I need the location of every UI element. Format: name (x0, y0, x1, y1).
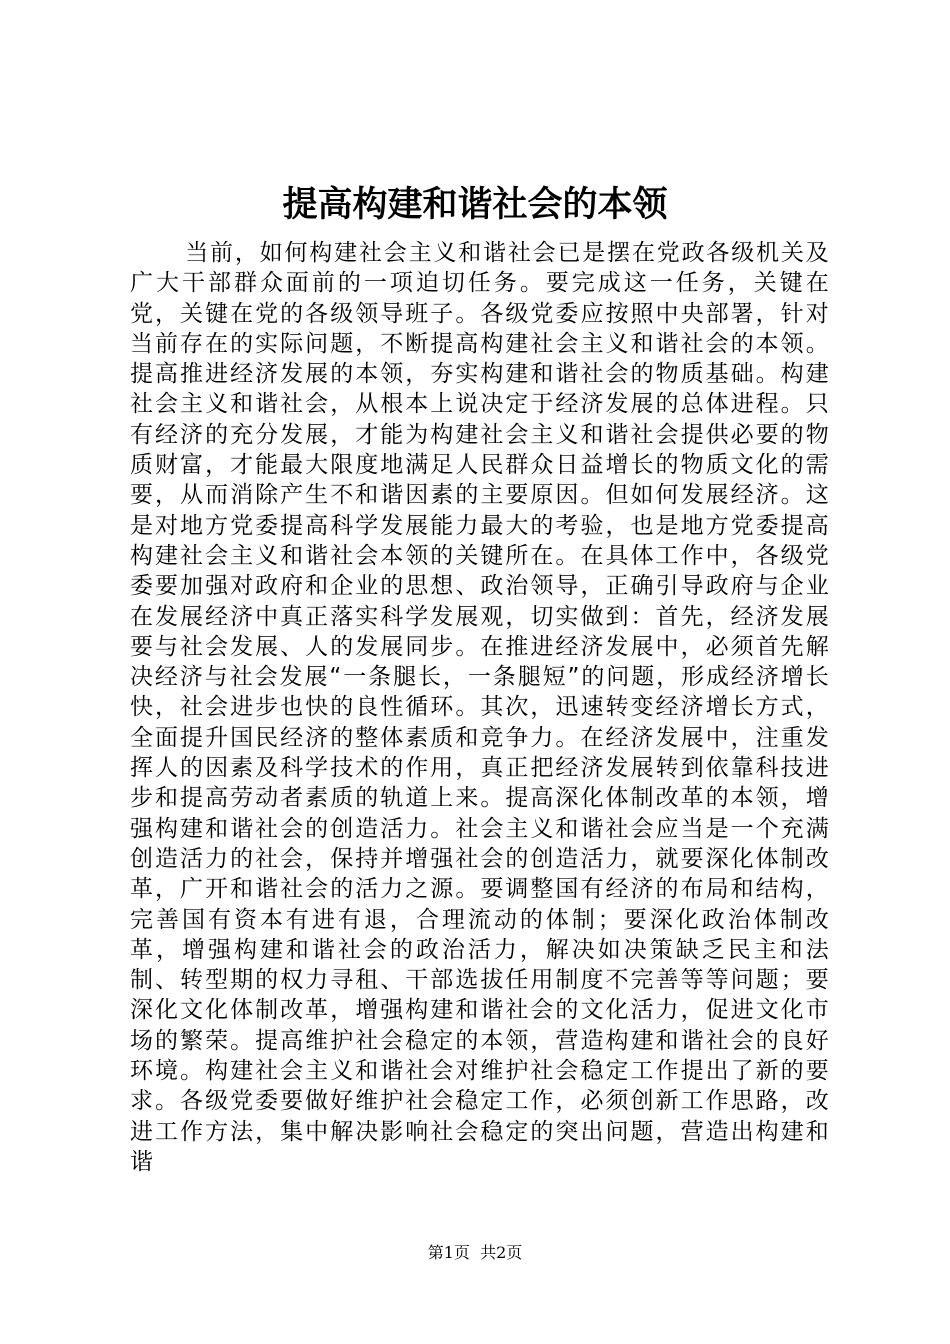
document-body-paragraph: 当前，如何构建社会主义和谐社会已是摆在党政各级机关及广大干部群众面前的一项迫切任务。要完成这一任务，关键在党，关键在党的各级领导班子。各级党委应按照中央部署，针对当前存在的实际问题，不断提高构建社会主义和谐社会的本领。提高推进经济发展的本领，夯实构建和谐社会的物质基础。构建社会主义和谐社会，从根本上说决定于经济发展的总体进程。只有经济的充分发展，才能为构建社会主义和谐社会提供必要的物质财富，才能最大限度地满足人民群众日益增长的物质文化的需要，从而消除产生不和谐因素的主要原因。但如何发展经济。这是对地方党委提高科学发展能力最大的考验，也是地方党委提高构建社会主义和谐社会本领的关键所在。在具体工作中，各级党委要加强对政府和企业的思想、政治领导，正确引导政府与企业在发展经济中真正落实科学发展观，切实做到：首先，经济发展要与社会发展、人的发展同步。在推进经济发展中，必须首先解决经济与社会发展“一条腿长，一条腿短”的问题，形成经济增长快，社会进步也快的良性循环。其次，迅速转变经济增长方式，全面提升国民经济的整体素质和竞争力。在经济发展中，注重发挥人的因素及科学技术的作用，真正把经济发展转到依靠科技进步和提高劳动者素质的轨道上来。提高深化体制改革的本领，增强构建和谐社会的创造活力。社会主义和谐社会应当是一个充满创造活力的社会，保持并增强社会的创造活力，就要深化体制改革，广开和谐社会的活力之源。要调整国有经济的布局和结构，完善国有资本有进有退，合理流动的体制；要深化政治体制改革，增强构建和谐社会的政治活力，解决如决策缺乏民主和法制、转型期的权力寻租、干部选拔任用制度不完善等等问题；要深化文化体制改革，增强构建和谐社会的文化活力，促进文化市场的繁荣。提高维护社会稳定的本领，营造构建和谐社会的良好环境。构建社会主义和谐社会对维护社会稳定工作提出了新的要求。各级党委要做好维护社会稳定工作，必须创新工作思路，改进工作方法，集中解决影响社会稳定的突出问题，营造出构建和谐 (130, 240, 830, 1175)
page-footer: 第1页 共2页 (427, 1243, 523, 1262)
document-title: 提高构建和谐社会的本领 (282, 184, 668, 225)
